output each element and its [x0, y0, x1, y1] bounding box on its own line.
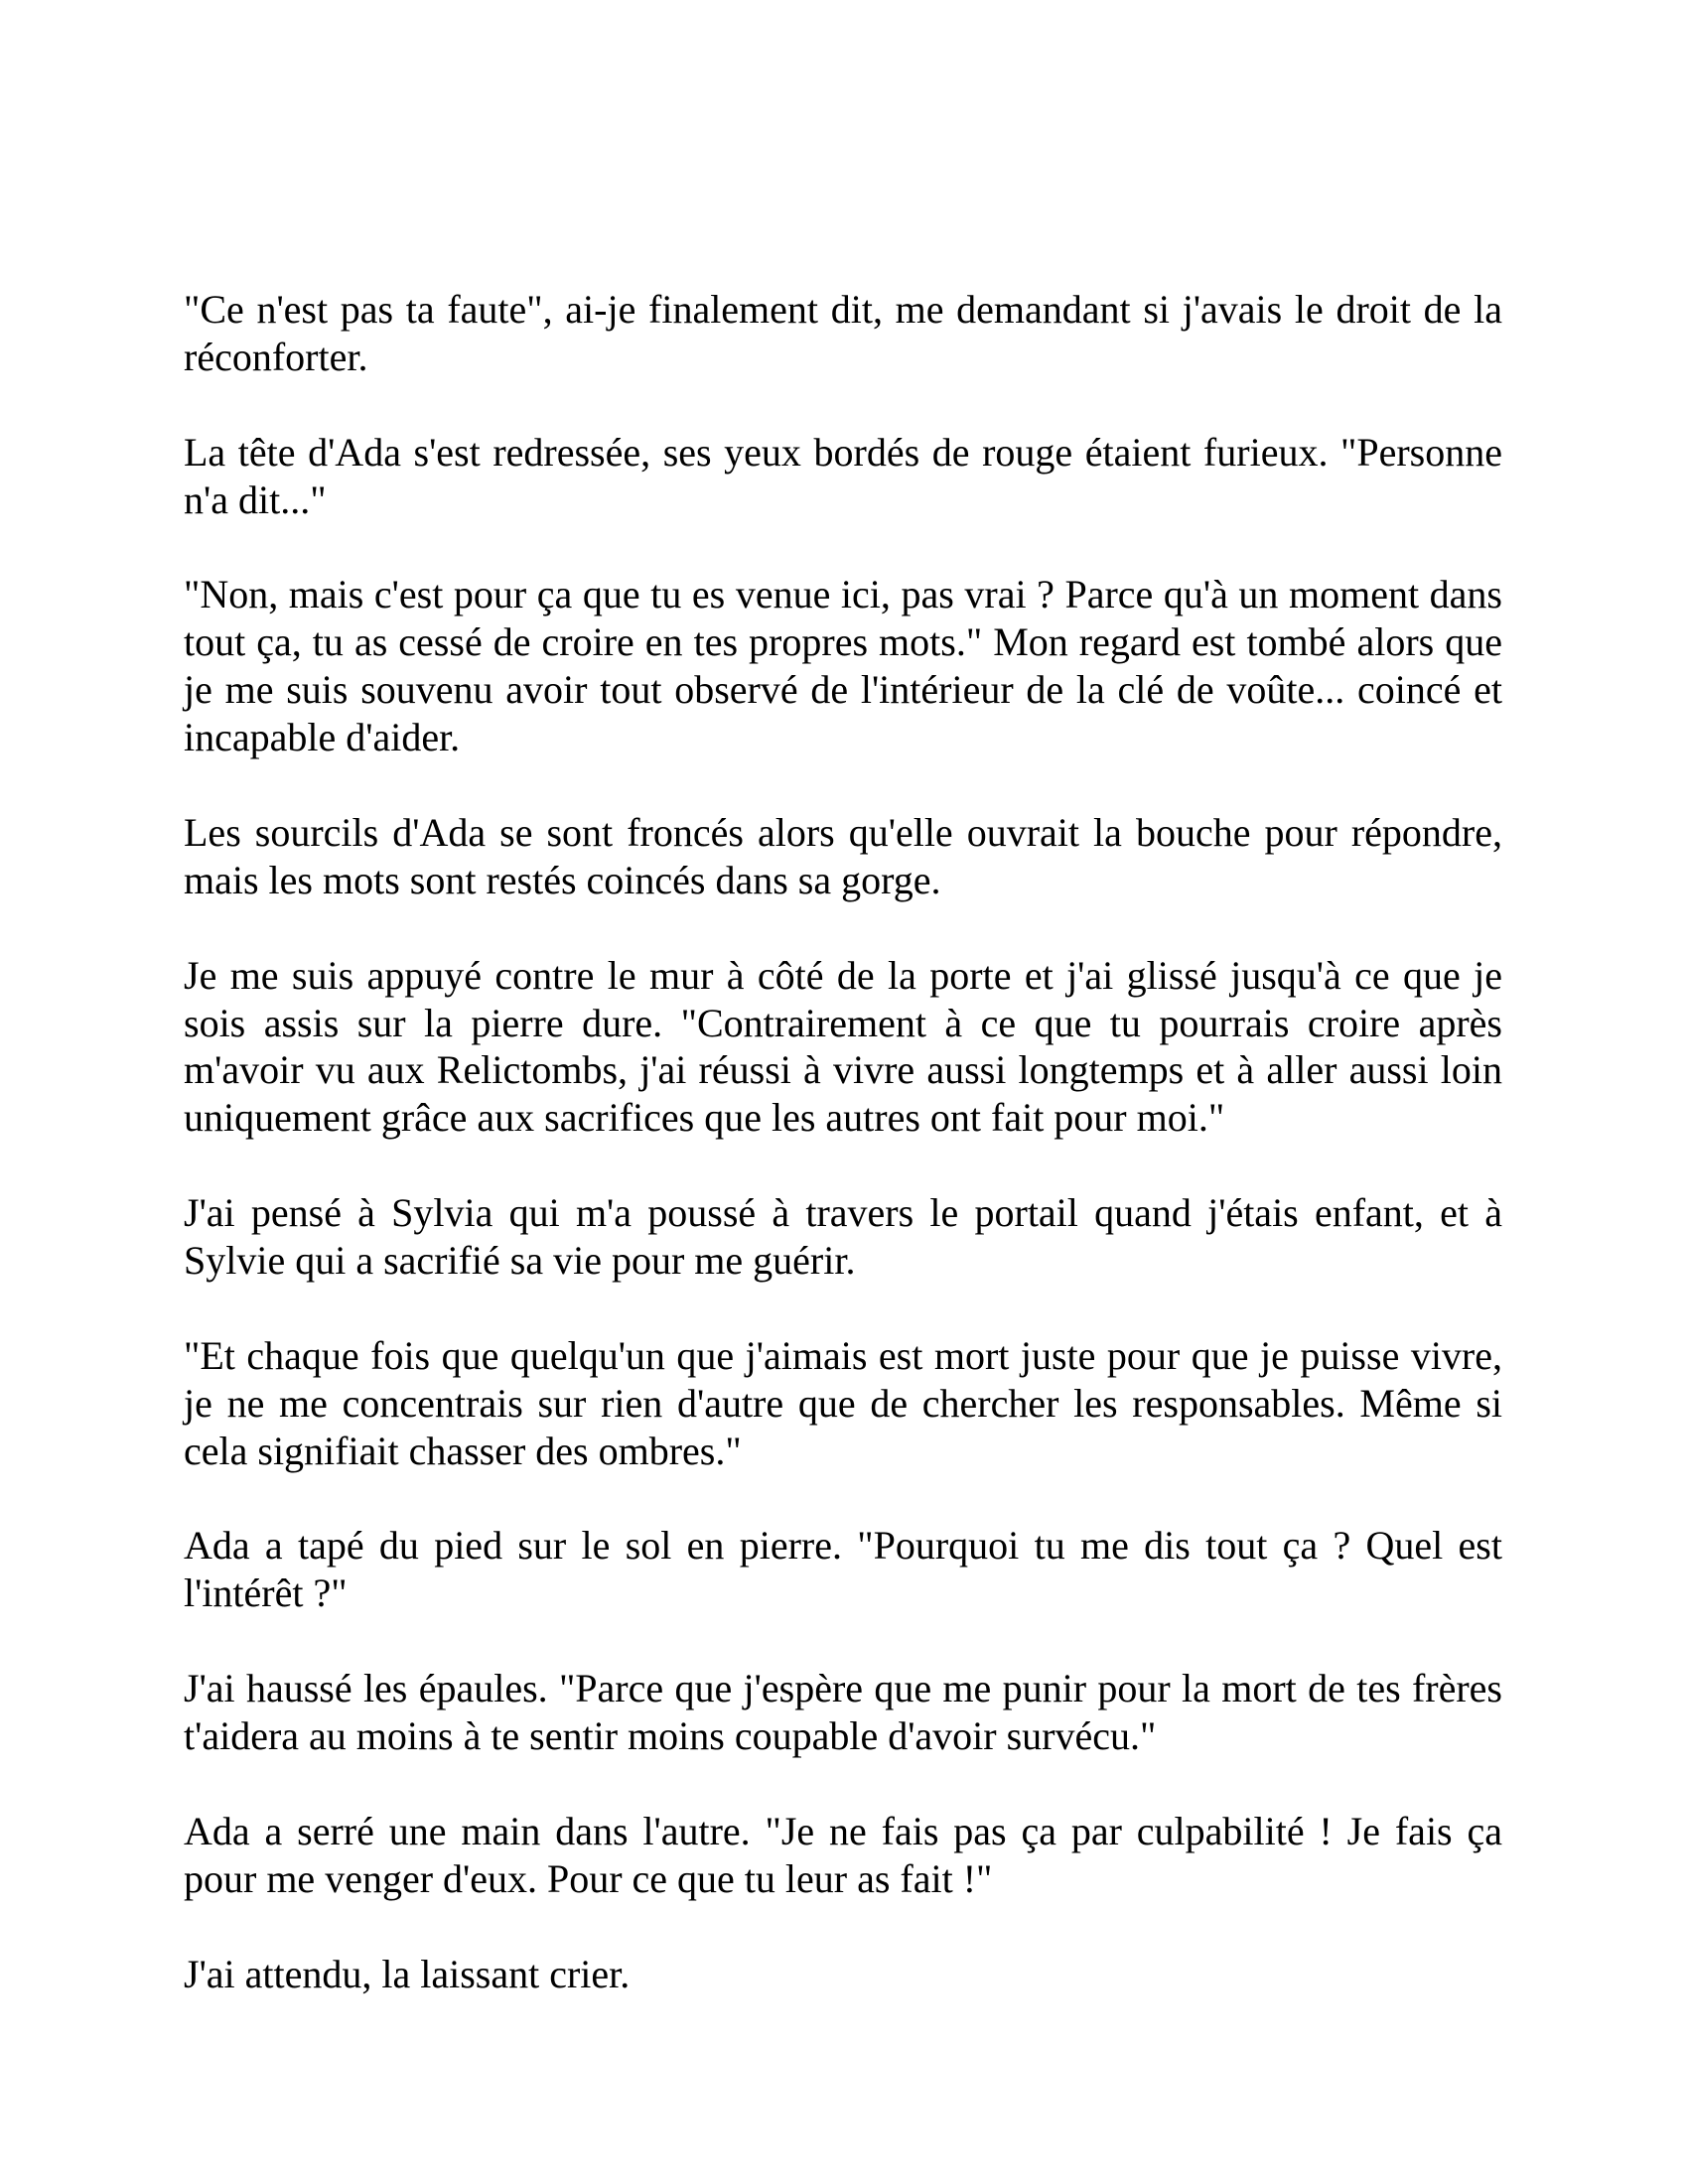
paragraph: Ada a tapé du pied sur le sol en pierre. "Pourquoi tu me dis tout ça ? Quel est l'intérêt ?" [184, 1523, 1502, 1616]
paragraph: J'ai haussé les épaules. "Parce que j'espère que me punir pour la mort de tes frères t'aidera au moins à te sentir moins coupable d'avoir survécu." [184, 1666, 1502, 1759]
paragraph: J'ai pensé à Sylvia qui m'a poussé à travers le portail quand j'étais enfant, et à Sylvie qui a sacrifié sa vie pour me guérir. [184, 1190, 1502, 1284]
paragraph: "Ce n'est pas ta faute", ai-je finalement dit, me demandant si j'avais le droit de la réconforter. [184, 287, 1502, 379]
paragraph: La tête d'Ada s'est redressée, ses yeux bordés de rouge étaient furieux. "Personne n'a dit..." [184, 429, 1502, 522]
paragraph: J'ai attendu, la laissant crier. [184, 1951, 631, 1996]
paragraph: "Et chaque fois que quelqu'un que j'aimais est mort juste pour que je puisse vivre, je ne me concentrais sur rien d'autre que de chercher les responsables. Même si cela signifiait chasser des ombres." [184, 1332, 1502, 1473]
paragraph: Ada a serré une main dans l'autre. "Je ne fais pas ça par culpabilité ! Je fais ça pour me venger d'eux. Pour ce que tu leur as fait !" [184, 1808, 1502, 1901]
paragraph: "Non, mais c'est pour ça que tu es venue ici, pas vrai ? Parce qu'à un moment dans tout ça, tu as cessé de croire en tes propres mots." Mon regard est tombé alors que je me suis souvenu avoir tout observé de l'intérieur de la clé de voûte... coincé et incapable d'aider. [184, 572, 1502, 760]
paragraph: Je me suis appuyé contre le mur à côté de la porte et j'ai glissé jusqu'à ce que je sois assis sur la pierre dure. "Contrairement à ce que tu pourrais croire après m'avoir vu aux Relictombs, j'ai réussi à vivre aussi longtemps et à aller aussi loin uniquement grâce aux sacrifices que les autres ont fait pour moi." [184, 952, 1502, 1141]
paragraph: Les sourcils d'Ada se sont froncés alors qu'elle ouvrait la bouche pour répondre, mais les mots sont restés coincés dans sa gorge. [184, 809, 1502, 902]
document-body [184, 286, 1502, 1997]
